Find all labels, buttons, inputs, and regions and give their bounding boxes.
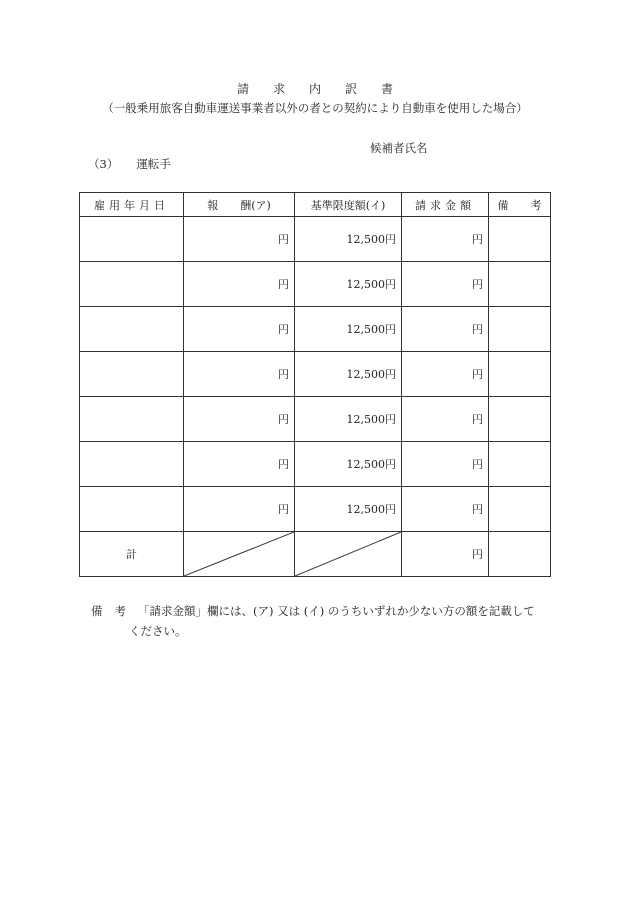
claim-amount-cell[interactable]: 円 (402, 307, 489, 352)
employment-date-cell[interactable] (80, 352, 184, 397)
employment-date-cell[interactable] (80, 442, 184, 487)
note-line-1: 「請求金額」欄には、(ア) 又は (イ) のうちいずれか少ない方の額を記載して (138, 604, 535, 618)
standard-limit-cell: 12,500円 (295, 307, 402, 352)
section-number: （3） (88, 157, 119, 171)
remarks-cell[interactable] (489, 487, 551, 532)
remarks-cell[interactable] (489, 307, 551, 352)
remarks-cell[interactable] (489, 262, 551, 307)
remarks-note (91, 601, 561, 641)
header-remuneration: 報 酬(ア) (184, 193, 295, 217)
remuneration-cell[interactable]: 円 (184, 352, 295, 397)
table-row (80, 352, 551, 397)
claim-amount-total-cell[interactable]: 円 (402, 532, 489, 577)
claim-breakdown-table (79, 192, 551, 577)
header-employment-date: 雇用年月日 (80, 193, 184, 217)
section-heading (88, 156, 171, 172)
remarks-cell[interactable] (489, 397, 551, 442)
table-row (80, 217, 551, 262)
remuneration-cell[interactable]: 円 (184, 487, 295, 532)
header-claim-amount: 請求金額 (402, 193, 489, 217)
document-title: 請求内訳書 (236, 82, 417, 96)
standard-limit-cell: 12,500円 (295, 442, 402, 487)
claim-amount-cell[interactable]: 円 (402, 262, 489, 307)
diagonal-strike-line (184, 532, 294, 576)
table-row (80, 262, 551, 307)
header-remarks: 備 考 (489, 193, 551, 217)
table-row (80, 442, 551, 487)
candidate-name-label: 候補者氏名 (370, 141, 428, 155)
remuneration-total-struck (184, 532, 295, 577)
note-heading: 備考 (91, 604, 138, 618)
claim-amount-cell[interactable]: 円 (402, 352, 489, 397)
total-row (80, 532, 551, 577)
standard-limit-cell: 12,500円 (295, 397, 402, 442)
remuneration-cell[interactable]: 円 (184, 217, 295, 262)
section-label: 運転手 (136, 157, 171, 171)
claim-amount-cell[interactable]: 円 (402, 442, 489, 487)
standard-limit-cell: 12,500円 (295, 352, 402, 397)
table-row (80, 487, 551, 532)
employment-date-cell[interactable] (80, 487, 184, 532)
standard-limit-cell: 12,500円 (295, 217, 402, 262)
remuneration-cell[interactable]: 円 (184, 307, 295, 352)
remarks-total-cell[interactable] (489, 532, 551, 577)
remarks-cell[interactable] (489, 442, 551, 487)
remuneration-cell[interactable]: 円 (184, 442, 295, 487)
employment-date-cell[interactable] (80, 217, 184, 262)
remuneration-cell[interactable]: 円 (184, 262, 295, 307)
standard-limit-cell: 12,500円 (295, 487, 402, 532)
document-subtitle: （一般乗用旅客自動車運送事業者以外の者との契約により自動車を使用した場合） (102, 101, 528, 115)
employment-date-cell[interactable] (80, 307, 184, 352)
table-row (80, 307, 551, 352)
remarks-cell[interactable] (489, 352, 551, 397)
limit-total-struck (295, 532, 402, 577)
total-label: 計 (80, 532, 184, 577)
claim-amount-cell[interactable]: 円 (402, 217, 489, 262)
note-line-2: ください。 (129, 624, 187, 638)
standard-limit-cell: 12,500円 (295, 262, 402, 307)
employment-date-cell[interactable] (80, 397, 184, 442)
diagonal-strike-line (295, 532, 401, 576)
table-header-row (80, 193, 551, 217)
remuneration-cell[interactable]: 円 (184, 397, 295, 442)
claim-amount-cell[interactable]: 円 (402, 487, 489, 532)
remarks-cell[interactable] (489, 217, 551, 262)
header-standard-limit: 基準限度額(イ) (295, 193, 402, 217)
claim-amount-cell[interactable]: 円 (402, 397, 489, 442)
table-row (80, 397, 551, 442)
employment-date-cell[interactable] (80, 262, 184, 307)
